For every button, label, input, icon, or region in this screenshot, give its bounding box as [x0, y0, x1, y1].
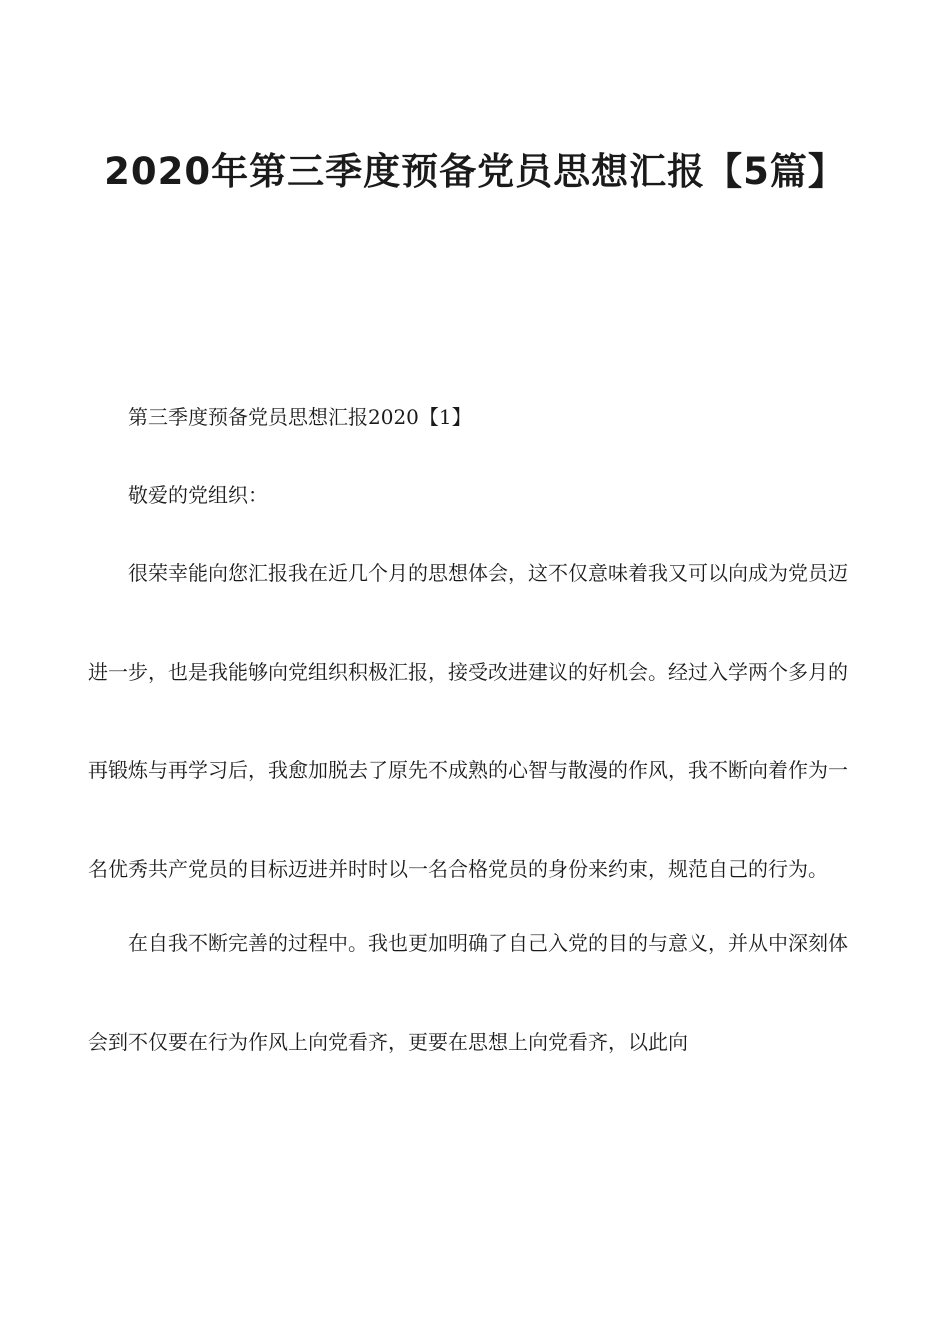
body-paragraph: 很荣幸能向您汇报我在近几个月的思想体会，这不仅意味着我又可以向成为党员迈进一步，也是我能够向党组织积极汇报，接受改进建议的好机会。经过入学两个多月的再锻炼与再学习后，我愈加脱去了原先不成熟的心智与散漫的作风，我不断向着作为一名优秀共产党员的目标迈进并时时以一名合格党员的身份来约束，规范自己的行为。: [88, 561, 848, 881]
section-heading: 第三季度预备党员思想汇报2020【1】: [128, 405, 472, 429]
salutation: 敬爱的党组织：: [128, 483, 268, 507]
body-paragraph: 在自我不断完善的过程中。我也更加明确了自己入党的目的与意义，并从中深刻体会到不仅要在行为作风上向党看齐，更要在思想上向党看齐，以此向: [88, 931, 848, 1054]
document-title: 2020年第三季度预备党员思想汇报【5篇】: [104, 150, 846, 193]
document-body: [88, 392, 848, 1067]
